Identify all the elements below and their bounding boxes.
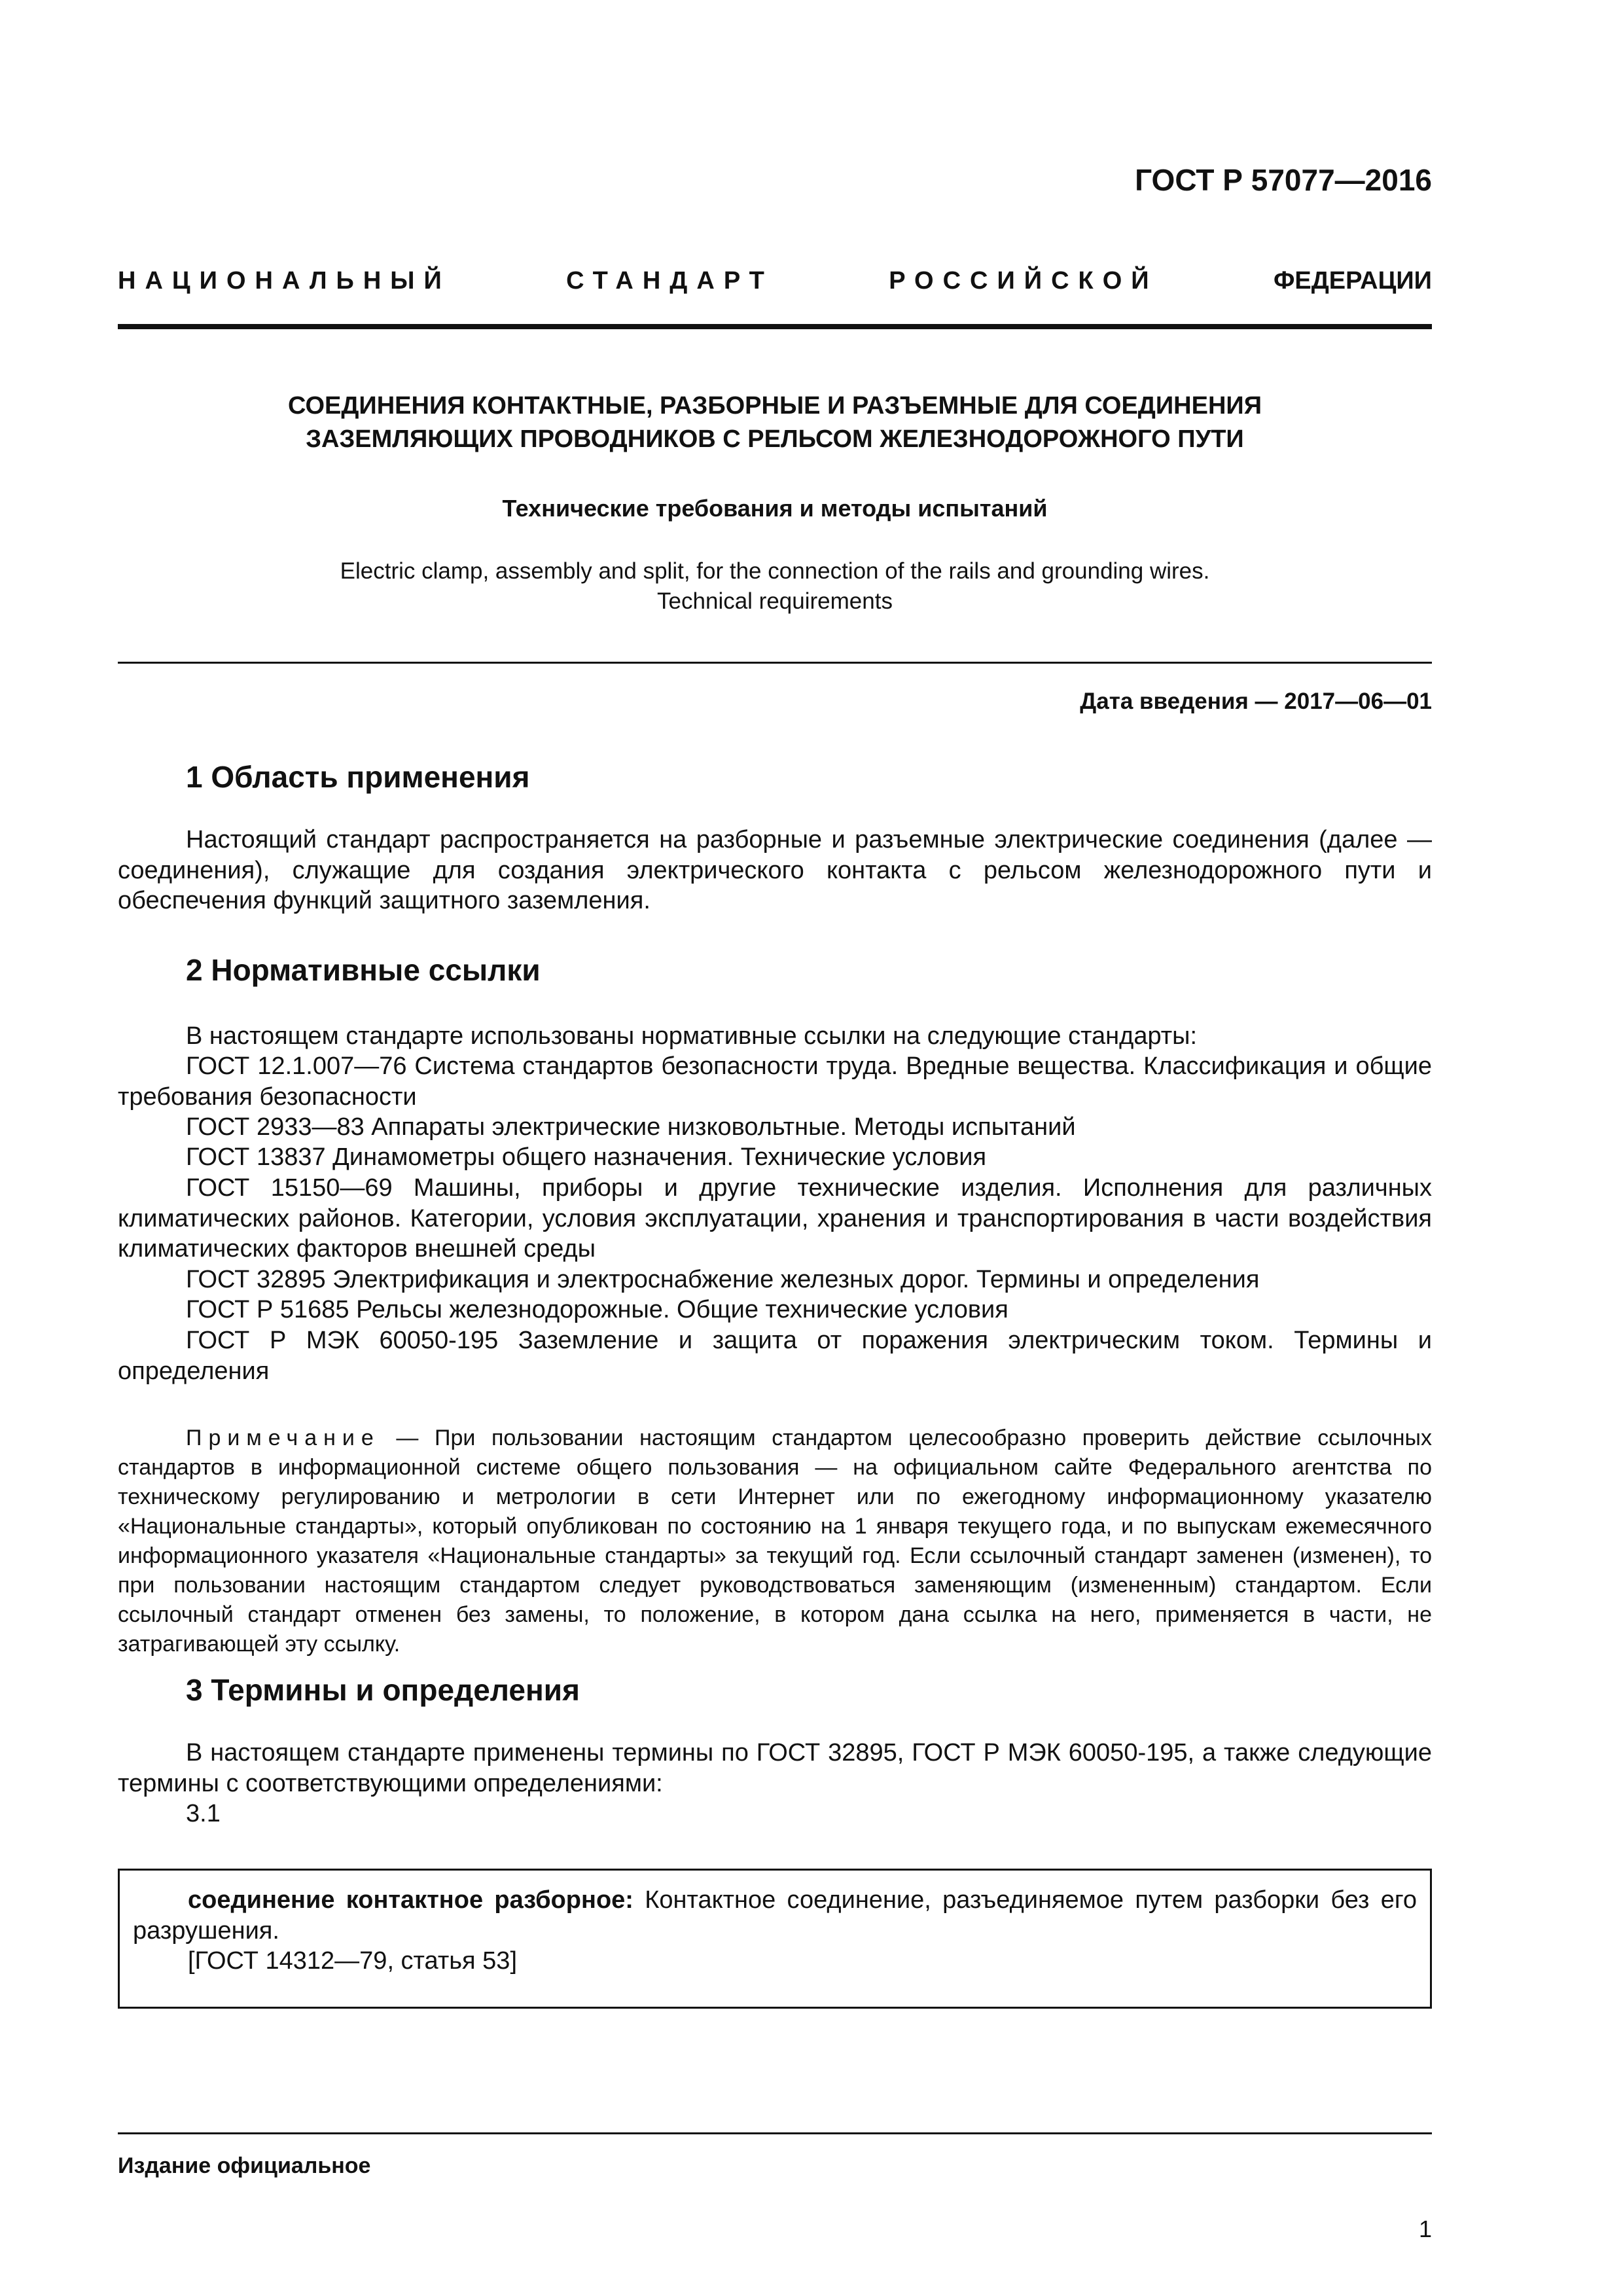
- document-subtitle: Технические требования и методы испытаний: [502, 495, 1048, 522]
- terms-intro: В настоящем стандарте применены термины по ГОСТ 32895, ГОСТ Р МЭК 60050-195, а также следующие термины с соответствующими определениями:: [118, 1739, 1432, 1797]
- reference-item: ГОСТ 12.1.007—76 Система стандартов безопасности труда. Вредные вещества. Классификация и общие требования безопасности: [118, 1052, 1432, 1111]
- footer-rule: [118, 2132, 1432, 2134]
- references-intro: В настоящем стандарте использованы нормативные ссылки на следующие стандарты:: [186, 1022, 1198, 1050]
- title-line-1: СОЕДИНЕНИЯ КОНТАКТНЫЕ, РАЗБОРНЫЕ И РАЗЪЕМНЫЕ ДЛЯ СОЕДИНЕНИЯ: [287, 392, 1262, 420]
- reference-item: ГОСТ 2933—83 Аппараты электрические низковольтные. Методы испытаний: [186, 1113, 1076, 1141]
- title-rule: [118, 662, 1432, 664]
- reference-item: ГОСТ Р 51685 Рельсы железнодорожные. Общие технические условия: [186, 1296, 1008, 1323]
- term-definition-text: Контактное соединение, разъединяемое путем разборки без его разрушения.: [133, 1886, 1417, 1945]
- reference-item: ГОСТ 13837 Динамометры общего назначения. Технические условия: [186, 1143, 987, 1171]
- banner-word-national: НАЦИОНАЛЬНЫЙ: [118, 267, 451, 295]
- title-line-2: ЗАЗЕМЛЯЮЩИХ ПРОВОДНИКОВ С РЕЛЬСОМ ЖЕЛЕЗНОДОРОЖНОГО ПУТИ: [306, 425, 1244, 453]
- english-title-line-2: Technical requirements: [657, 588, 893, 614]
- section-1-heading: 1 Область применения: [186, 760, 530, 794]
- reference-item: ГОСТ Р МЭК 60050-195 Заземление и защита от поражения электрическим током. Термины и определения: [118, 1327, 1432, 1385]
- document-title: [118, 389, 1432, 456]
- term-number: 3.1: [186, 1800, 221, 1827]
- references-note: [118, 1424, 1432, 1659]
- standard-banner: [118, 267, 1432, 295]
- header-rule: [118, 324, 1432, 329]
- reference-item: ГОСТ 32895 Электрификация и электроснабжение железных дорог. Термины и определения: [186, 1266, 1260, 1293]
- banner-word-standard: СТАНДАРТ: [566, 267, 774, 295]
- section-1-text: Настоящий стандарт распространяется на разборные и разъемные электрические соединения (далее — соединения), служащие для создания электрического контакта с рельсом железнодорожного пути и обеспечения функций защитного заземления.: [118, 826, 1432, 914]
- term-name: соединение контактное разборное:: [188, 1886, 633, 1914]
- english-title: [118, 556, 1432, 617]
- effective-date: Дата введения — 2017—06—01: [1080, 689, 1432, 714]
- term-definition-box: [118, 1869, 1432, 2009]
- section-3-heading: 3 Термины и определения: [186, 1673, 580, 1707]
- document-number: ГОСТ Р 57077—2016: [1135, 163, 1432, 197]
- section-2-heading: 2 Нормативные ссылки: [186, 953, 541, 987]
- note-text: — При пользовании настоящим стандартом целесообразно проверить действие ссылочных стандартов в информационной системе общего пользования — на официальном сайте Федерального агентства по техническому регулированию и метрологии в сети Интернет или по ежегодному информационному указателю «Национальные стандарты», который опубликован по состоянию на 1 января текущего года, и по выпускам ежемесячного информационного указателя «Национальные стандарты» за текущий год. Если ссылочный стандарт заменен (изменен), то при пользовании настоящим стандартом следует руководствоваться заменяющим (измененным) стандартом. Если ссылочный стандарт отменен без замены, то положение, в котором дана ссылка на него, применяется в части, не затрагивающей эту ссылку.: [118, 1426, 1432, 1657]
- banner-word-federation: ФЕДЕРАЦИИ: [1273, 267, 1432, 295]
- reference-item: ГОСТ 15150—69 Машины, приборы и другие технические изделия. Исполнения для различных климатических районов. Категории, условия эксплуатации, хранения и транспортирования в части воздействия климатических факторов внешней среды: [118, 1174, 1432, 1263]
- official-edition-label: Издание официальное: [118, 2153, 371, 2178]
- term-definition: [133, 1885, 1417, 1946]
- note-label: Примечание: [186, 1426, 380, 1450]
- banner-word-russian: РОССИЙСКОЙ: [889, 267, 1158, 295]
- term-source: [ГОСТ 14312—79, статья 53]: [188, 1947, 517, 1975]
- page-number: 1: [1418, 2215, 1432, 2242]
- english-title-line-1: Electric clamp, assembly and split, for the connection of the rails and grounding wires.: [340, 558, 1210, 584]
